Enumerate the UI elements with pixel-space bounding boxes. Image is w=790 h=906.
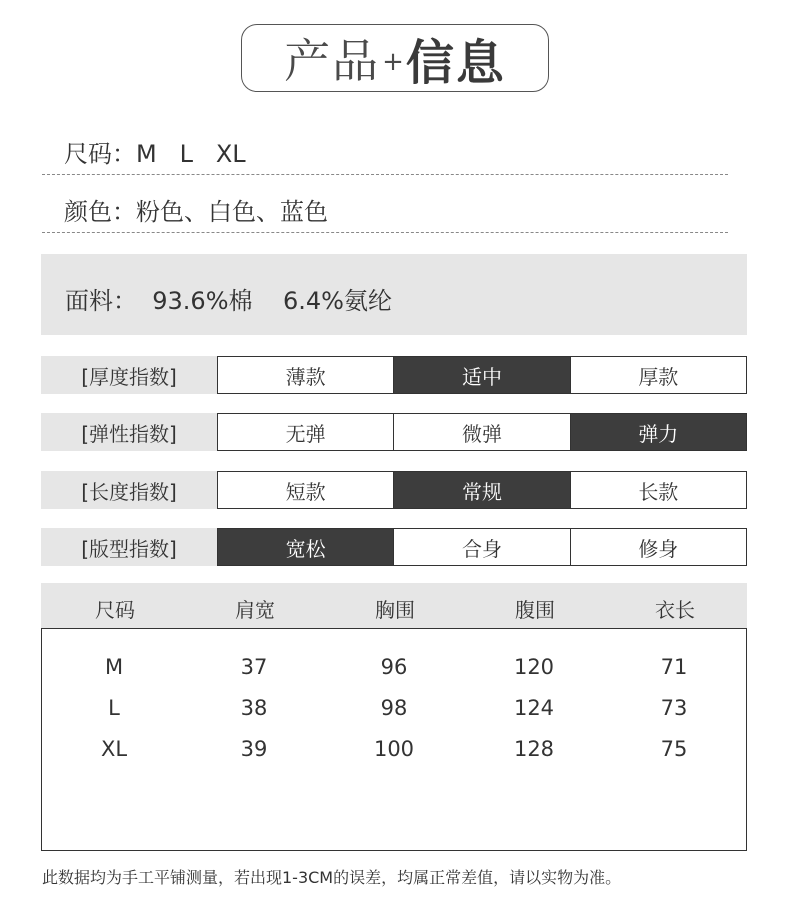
index-row-fit	[41, 528, 747, 566]
section-title	[241, 24, 549, 92]
table-cell: 71	[660, 655, 688, 679]
index-label: [长度指数]	[41, 471, 217, 509]
table-cell: 73	[660, 696, 688, 720]
index-options	[217, 356, 747, 394]
index-option: 弹力	[570, 414, 746, 450]
table-cell: 100	[373, 737, 415, 761]
index-option: 修身	[570, 529, 746, 565]
table-header-cell: 肩宽	[235, 598, 275, 622]
index-label: [弹性指数]	[41, 413, 217, 451]
index-option: 厚款	[570, 357, 746, 393]
table-cell: 38	[240, 696, 268, 720]
index-row-elasticity	[41, 413, 747, 451]
index-label: [厚度指数]	[41, 356, 217, 394]
color-line: 颜色：粉色、白色、蓝色	[64, 198, 328, 226]
table-cell: M	[104, 655, 124, 679]
index-option: 宽松	[218, 529, 393, 565]
index-label: [版型指数]	[41, 528, 217, 566]
index-option: 常规	[393, 472, 569, 508]
index-option: 适中	[393, 357, 569, 393]
title-plus-sign: +	[382, 47, 404, 77]
index-option: 无弹	[218, 414, 393, 450]
index-option: 长款	[570, 472, 746, 508]
size-table-body	[41, 628, 747, 851]
index-option: 短款	[218, 472, 393, 508]
index-row-thickness	[41, 356, 747, 394]
table-header-cell: 衣长	[655, 598, 695, 622]
table-cell: 75	[660, 737, 688, 761]
index-options	[217, 413, 747, 451]
index-options	[217, 528, 747, 566]
table-cell: 96	[380, 655, 408, 679]
table-header-cell: 尺码	[95, 598, 135, 622]
fabric-panel	[41, 254, 747, 335]
index-option: 薄款	[218, 357, 393, 393]
index-option: 微弹	[393, 414, 569, 450]
measurement-note: 此数据均为手工平铺测量，若出现1-3CM的误差，均属正常差值，请以实物为准。	[42, 868, 622, 887]
index-option: 合身	[393, 529, 569, 565]
table-cell: 98	[380, 696, 408, 720]
index-options	[217, 471, 747, 509]
table-cell: 37	[240, 655, 268, 679]
size-table-header	[41, 583, 747, 628]
size-line: 尺码：M L XL	[64, 140, 246, 168]
table-header-cell: 胸围	[375, 598, 415, 622]
table-header-cell: 腹围	[515, 598, 555, 622]
table-cell: XL	[100, 737, 128, 761]
table-cell: 128	[513, 737, 555, 761]
table-cell: L	[108, 696, 120, 720]
table-cell: 39	[240, 737, 268, 761]
title-thin-text: 产品	[284, 34, 381, 88]
table-cell: 124	[513, 696, 555, 720]
table-cell: 120	[513, 655, 555, 679]
dashed-divider	[42, 232, 728, 233]
fabric-line: 面料： 93.6%棉 6.4%氨纶	[65, 287, 392, 315]
index-row-length	[41, 471, 747, 509]
dashed-divider	[42, 174, 728, 175]
title-bold-text: 信息	[405, 34, 506, 91]
